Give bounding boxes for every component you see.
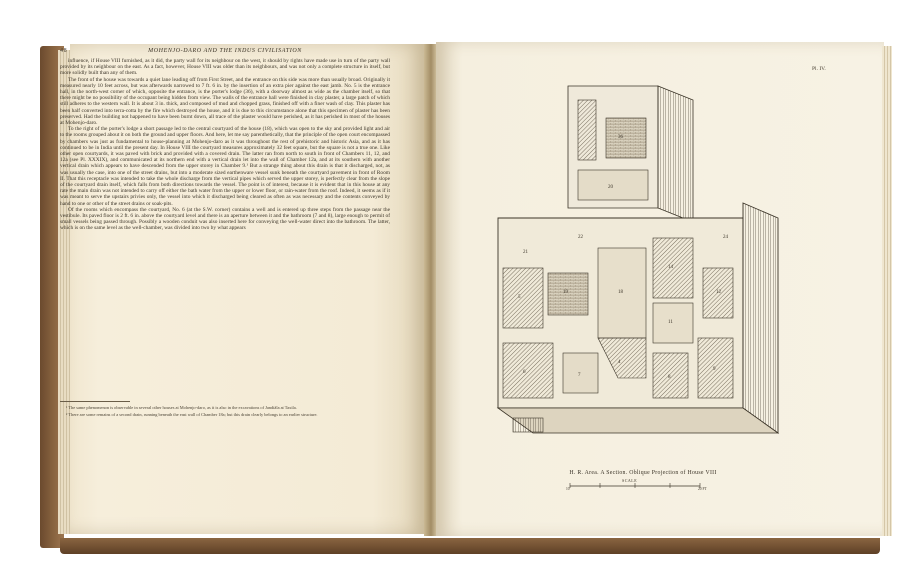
scale-end-label: 20 FT: [698, 487, 707, 491]
plate-caption: H. R. Area. A Section. Oblique Projection of House VIII: [569, 470, 717, 476]
upper-wing: [568, 86, 693, 222]
room-number: 11: [668, 320, 673, 325]
scale-label: SCALE: [622, 478, 638, 483]
paragraph: Of the rooms which encompass the courtyard, No. 6 (at the S.W. corner) contains a well and is entered up three steps from the passage near the vestibule. Its paved floor is 2 ft. 6 in. above the courtyard level and there is an aperture between it and the bathroom (7 and 8), large enough to permit of small vessels being passed through. Possibly a wooden conduit was also inserted here for conveying the well-water direct into the bathroom. The latter, which is on the same level as the well-chamber, was divided into two by what appears: [60, 206, 390, 232]
room-number: 20: [608, 185, 613, 190]
footnotes: [60, 405, 390, 420]
right-page-stack: [882, 46, 892, 536]
running-title: MOHENJO-DARO AND THE INDUS CIVILISATION: [148, 48, 302, 54]
room-number: 19: [563, 290, 568, 295]
book-cover-bottom-edge: [60, 538, 880, 554]
room-number: 8: [668, 375, 671, 380]
footnote-rule: [60, 401, 130, 402]
room-number: 24: [723, 235, 728, 240]
running-head: [60, 48, 390, 58]
scale-start-label: 10: [566, 487, 570, 491]
room-number: 7: [578, 373, 581, 378]
room-number: 4: [618, 360, 621, 365]
room-number: 21: [523, 250, 528, 255]
scale-bar: [560, 478, 730, 496]
paragraph: The front of the house was towards a quiet lane leading off from First Street, and the entrance on this side was more than usually broad. Originally it measured nearly 10 feet across, but was afterwards narrowed to 7 ft. 6 in. by the insertion of an extra pier against the east jamb. No. 5 is the entrance hall, in the north-west corner of which, opposite the entrance, is the porter's lodge (36), with a doorway almost as wide as the chamber itself, so that there might be no possibility of the occupant being hidden from view. The walls of the entrance hall were finished in clay plaster, a large patch of which still adheres to the western wall. It is about 3 in. thick, and composed of mud and chopped grass, finished off with a finer wash of clay. This plaster has been half converted into terra-cotta by the fire which destroyed the house, and it is due to this circumstance alone that this specimen of plaster has been preserved. Had the building not happened to have been burnt down, all trace of the plaster would have perished, as it has perished in most of the houses at Mohenjo-daro.: [60, 76, 390, 127]
room-number: 12: [716, 290, 721, 295]
footnote: ² There are some remains of a second drain, running beneath the east wall of Chamber 18a; but this drain clearly belongs to an earlier structure.: [66, 412, 318, 418]
room-number: 5: [518, 295, 521, 300]
paragraph: To the right of the porter's lodge a short passage led to the central courtyard of the house (18), which was open to the sky and provided light and air to the rooms grouped about it on both the ground and upper floors. And here, let me say parenthetically, that the principle of the open court encompassed by chambers was just as fundamental to house-planning at Mohenjo-daro as it was throughout the rest of prehistoric and historic Asia, and as it has continued to be in India until the present day. In House VIII the courtyard measures approximately 32 feet square, but the square is not a true one. Like other open courtyards, it was paved with brick and provided with a covered drain. The latter ran from north to south in front of Chambers 11, 12, and 12a (see Pl. XXXIX), and communicated at its northern end with a vertical drain let into the wall of Chamber 12a, and at its southern with another vertical drain which appears to have descended from the upper storey in Chamber 9.¹ But a strange thing about this drain is that it discharged, not, as was usually the case, into one of the street drains, but into a moderate sized earthenware vessel sunk beneath the courtyard pavement in front of Room II. That this receptacle was intended to take the whole discharge from the vertical pipes which served the upper storey, is perfectly clear from the slope of the courtyard drain itself, which falls from both directions towards the vessel. The point is of interest, because it is evident that in this house at any rate the main drain was not intended to carry off either the bath water from the upper or lower floor, or rain-water from the roof. Indeed, it seems as if it was meant to serve the upstairs privies only, the vessel into which it discharged being cleared as often as was necessary and the contents conveyed by hand to one or other of the street drains or soak-pits.: [60, 126, 390, 207]
room-number: 6: [523, 370, 526, 375]
page-number: 48: [60, 48, 68, 54]
body-text: [60, 58, 390, 394]
plate-label: Pl. IV.: [812, 66, 826, 72]
house-plan-drawing: [478, 78, 808, 466]
footnote: ¹ The same phenomenon is observable in several other houses at Mohenjo-daro, as it is also in the excavations of Jandiāla at Taxila.: [66, 405, 297, 410]
room-number: 36: [618, 135, 623, 140]
room-number: 18: [618, 290, 623, 295]
room-number: 14: [668, 265, 673, 270]
main-block: [498, 203, 778, 433]
paragraph: influence, if House VIII furnished, as it did, the party wall for its neighbour on the west, it should by rights have made use in turn of the party wall provided by its neighbour on the east. As a fact, however, House VIII was older than its neighbours, and was not only a complete structure in itself, but more solidly built than any of them.: [60, 58, 390, 77]
room-number: 22: [578, 235, 583, 240]
room-number: 9: [713, 367, 716, 372]
